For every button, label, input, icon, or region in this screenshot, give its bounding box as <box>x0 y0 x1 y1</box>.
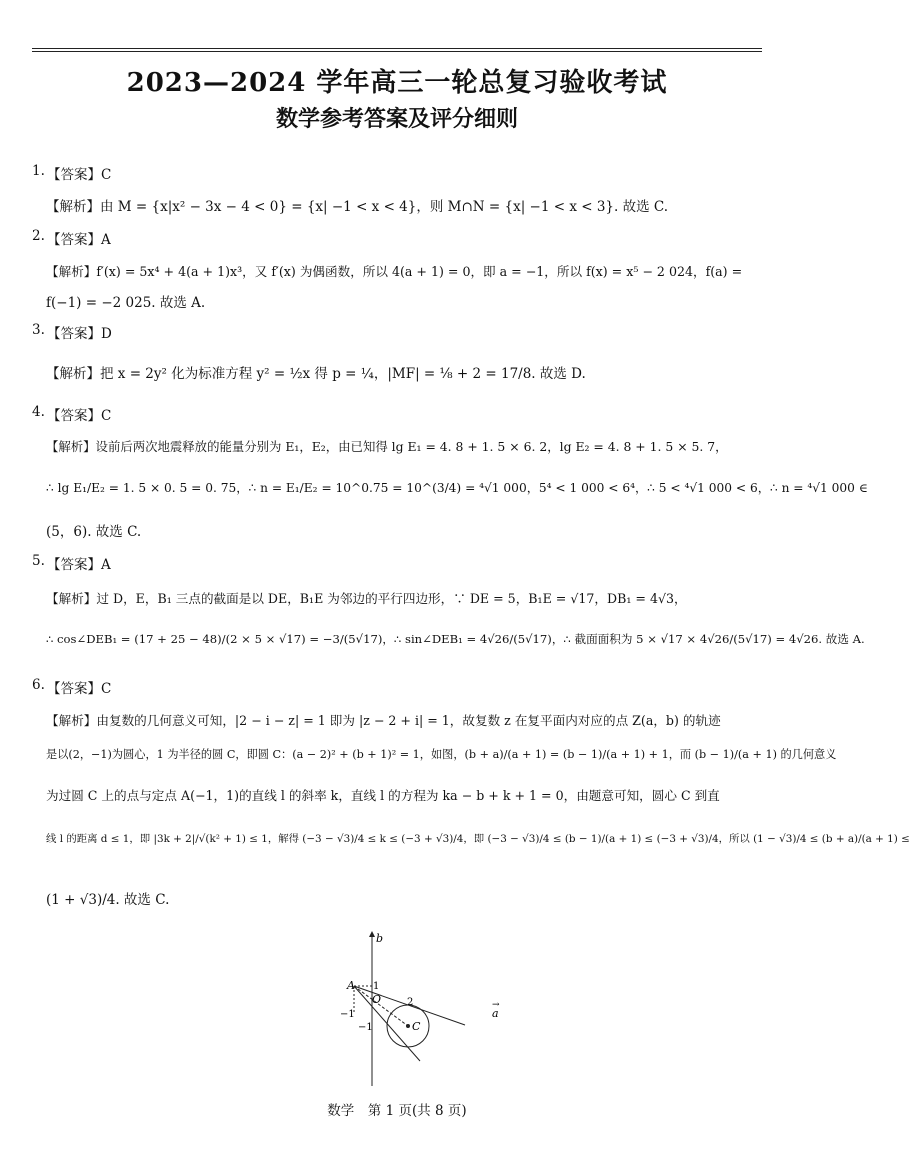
q4-explanation-2: ∴ lg E₁/E₂ = 1. 5 × 0. 5 = 0. 75，∴ n = E₁/E₂ = 10^0.75 = 10^(3/4) = ⁴√1 000，5⁴ < 1 000 < 6⁴，∴ 5 < ⁴√1 000 < 6，∴ n = ⁴√1 000 ∈ <box>46 481 868 495</box>
b-axis-label: b <box>376 932 384 945</box>
center-c-label: C <box>412 1020 421 1033</box>
q2-explanation-1: 【解析】f′(x) = 5x⁴ + 4(a + 1)x³，又 f′(x) 为偶函数，所以 4(a + 1) = 0，即 a = −1，所以 f(x) = x⁵ − 2 024，f(a) = <box>46 264 743 279</box>
q6-explanation-2: 是以(2，−1)为圆心，1 为半径的圆 C，即圆 C：(a − 2)² + (b + 1)² = 1，如图，(b + a)/(a + 1) = (b − 1)/(a + 1) + 1，而 (b − 1)/(a + 1) 的几何意义 <box>46 748 837 761</box>
q3-answer: 【答案】D <box>47 326 112 342</box>
q1-number: 1. <box>32 163 45 179</box>
q4-number: 4. <box>32 404 45 420</box>
q4-answer: 【答案】C <box>47 408 112 424</box>
tick-one: 1 <box>373 981 380 992</box>
q6-answer: 【答案】C <box>47 681 112 697</box>
q3-number: 3. <box>32 322 45 338</box>
q1-explanation: 【解析】由 M = {x|x² − 3x − 4 < 0} = {x| −1 < x < 4}，则 M∩N = {x| −1 < x < 3}. 故选 C. <box>46 199 669 215</box>
tick-neg-one-y: −1 <box>358 1022 373 1033</box>
q3-explanation: 【解析】把 x = 2y² 化为标准方程 y² = ½x 得 p = ¼，|MF| = ⅛ + 2 = 17/8. 故选 D. <box>46 366 586 382</box>
q4-explanation-1: 【解析】设前后两次地震释放的能量分别为 E₁，E₂，由已知得 lg E₁ = 4. 8 + 1. 5 × 6. 2，lg E₂ = 4. 8 + 1. 5 × 5. 7， <box>46 439 728 454</box>
q5-number: 5. <box>32 553 45 569</box>
top-rule-1 <box>32 48 762 49</box>
q2-answer: 【答案】A <box>47 232 111 248</box>
page-footer: 数学 第 1 页(共 8 页) <box>327 1103 467 1119</box>
complex-plane-figure <box>320 926 520 1096</box>
origin-label: O <box>372 993 382 1006</box>
tick-neg-one-x: −1 <box>340 1009 355 1020</box>
page-subtitle: 数学参考答案及评分细则 <box>275 107 518 132</box>
q6-explanation-4: 线 l 的距离 d ≤ 1，即 |3k + 2|/√(k² + 1) ≤ 1，解得 (−3 − √3)/4 ≤ k ≤ (−3 + √3)/4，即 (−3 − √3)/4 ≤ (b − 1)/(a + 1) ≤ (−3 + √3)/4，所以 (1 − √3)/4 ≤ (b + a)/(a + 1) ≤ <box>46 833 910 845</box>
q4-explanation-3: (5，6). 故选 C. <box>46 524 142 540</box>
a-axis-label: a <box>492 1007 499 1020</box>
q2-explanation-2: f(−1) = −2 025. 故选 A. <box>46 295 206 311</box>
q5-explanation-1: 【解析】过 D，E，B₁ 三点的截面是以 DE，B₁E 为邻边的平行四边形，∵ DE = 5，B₁E = √17，DB₁ = 4√3， <box>46 591 687 606</box>
q6-explanation-3: 为过圆 C 上的点与定点 A(−1，1)的直线 l 的斜率 k，直线 l 的方程为 ka − b + k + 1 = 0，由题意可知，圆心 C 到直 <box>46 788 720 803</box>
q6-explanation-5: (1 + √3)/4. 故选 C. <box>46 892 170 908</box>
top-rule-2 <box>32 51 762 52</box>
center-c-dot <box>406 1024 410 1028</box>
q5-answer: 【答案】A <box>47 557 111 573</box>
q2-number: 2. <box>32 228 45 244</box>
q5-explanation-2: ∴ cos∠DEB₁ = (17 + 25 − 48)/(2 × 5 × √17) = −3/(5√17)，∴ sin∠DEB₁ = 4√26/(5√17)，∴ 截面面积为 5 × √17 × 4√26/(5√17) = 4√26. 故选 A. <box>46 632 865 646</box>
page-title: 2023—2024 学年高三一轮总复习验收考试 <box>126 68 668 98</box>
line-to-center <box>354 986 408 1026</box>
point-a-label: A <box>347 979 355 992</box>
q6-explanation-1: 【解析】由复数的几何意义可知，|2 − i − z| = 1 即为 |z − 2 + i| = 1，故复数 z 在复平面内对应的点 Z(a，b) 的轨迹 <box>46 713 721 728</box>
q1-answer: 【答案】C <box>47 167 112 183</box>
a-axis-arrow-icon: → <box>492 1000 500 1010</box>
q6-number: 6. <box>32 677 45 693</box>
tick-two: 2 <box>407 997 414 1008</box>
